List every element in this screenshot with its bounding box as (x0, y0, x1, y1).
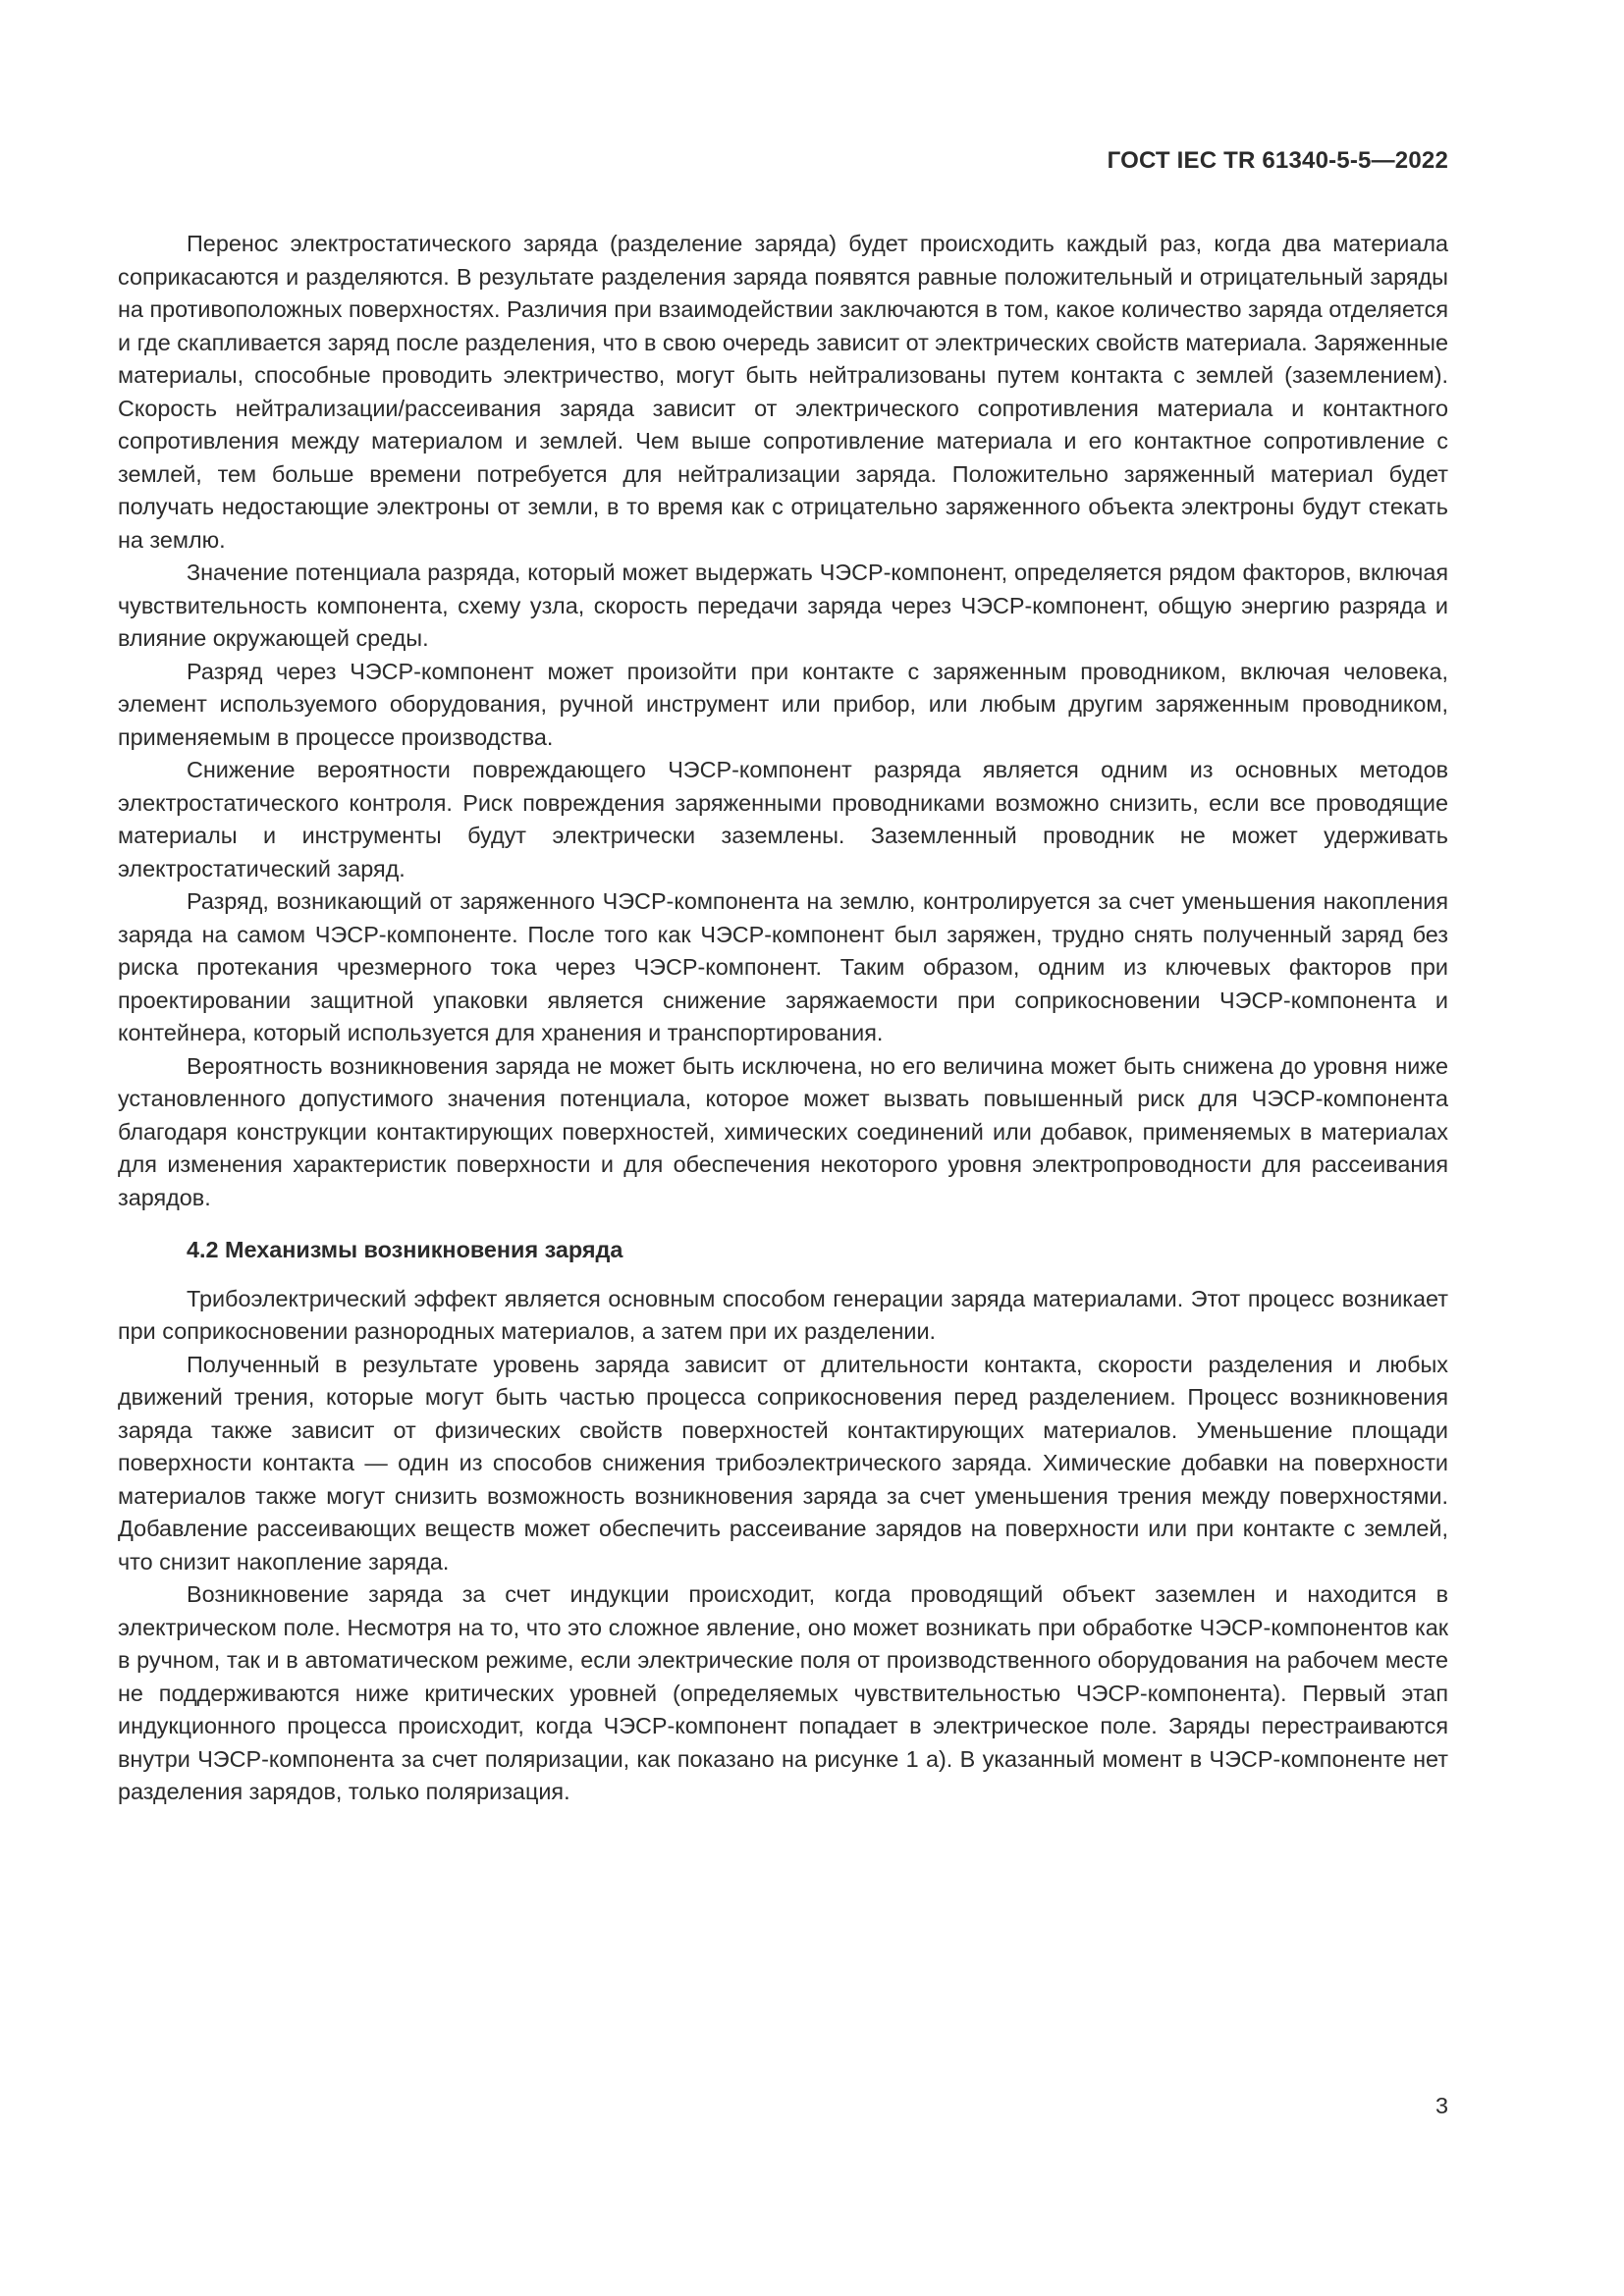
section-heading: 4.2 Механизмы возникновения заряда (187, 1237, 623, 1262)
paragraph: Вероятность возникновения заряда не может быть исключена, но его величина может быть снижена до уровня ниже установленного допустимого значения потенциала, которое может вызвать повышенный риск для ЧЭСР-компонента благодаря конструкции контактирующих поверхностей, химических соединений или добавок, применяемых в материалах для изменения характеристик поверхности и для обеспечения некоторого уровня электропроводности для рассеивания зарядов. (118, 1052, 1448, 1210)
document-body (118, 228, 1448, 1809)
page-number: 3 (1435, 2093, 1448, 2118)
paragraph: Разряд, возникающий от заряженного ЧЭСР-компонента на землю, контролируется за счет уменьшения накопления заряда на самом ЧЭСР-компоненте. После того как ЧЭСР-компонент был заряжен, трудно снять полученный заряд без риска протекания чрезмерного тока через ЧЭСР-компонент. Таким образом, одним из ключевых факторов при проектировании защитной упаковки является снижение заряжаемости при соприкосновении ЧЭСР-компонента и контейнера, который используется для хранения и транспортирования. (118, 888, 1448, 1045)
standard-code: ГОСТ IEC TR 61340-5-5—2022 (1107, 147, 1448, 174)
paragraph: Разряд через ЧЭСР-компонент может произойти при контакте с заряженным проводником, включая человека, элемент используемого оборудования, ручной инструмент или прибор, или любым другим заряженным проводником, применяемым в процессе производства. (118, 658, 1448, 750)
paragraph: Значение потенциала разряда, который может выдержать ЧЭСР-компонент, определяется рядом факторов, включая чувствительность компонента, схему узла, скорость передачи заряда через ЧЭСР-компонент, общую энергию разряда и влияние окружающей среды. (118, 560, 1448, 651)
paragraph: Полученный в результате уровень заряда зависит от длительности контакта, скорости разделения и любых движений трения, которые могут быть частью процесса соприкосновения перед разделением. Процесс возникновения заряда также зависит от физических свойств поверхностей контактирующих материалов. Уменьшение площади поверхности контакта — один из способов снижения трибоэлектрического заряда. Химические добавки на поверхности материалов также могут снизить возможность возникновения заряда за счет уменьшения трения между поверхностями. Добавление рассеивающих веществ может обеспечить рассеивание зарядов на поверхности или при контакте с землей, что снизит накопление заряда. (118, 1351, 1448, 1575)
paragraph: Перенос электростатического заряда (разделение заряда) будет происходить каждый раз, когда два материала соприкасаются и разделяются. В результате разделения заряда появятся равные положительный и отрицательный заряды на противоположных поверхностях. Различия при взаимодействии заключаются в том, какое количество заряда отделяется и где скапливается заряд после разделения, что в свою очередь зависит от электрических свойств материала. Заряженные материалы, способные проводить электричество, могут быть нейтрализованы путем контакта с землей (заземлением). Скорость нейтрализации/рассеивания заряда зависит от электрического сопротивления материала и контактного сопротивления между материалом и землей. Чем выше сопротивление материала и его контактное сопротивление с землей, тем больше времени потребуется для нейтрализации заряда. Положительно заряженный материал будет получать недостающие электроны от земли, в то время как с отрицательно заряженного объекта электроны будут стекать на землю. (118, 231, 1448, 553)
document-header (118, 147, 1448, 175)
paragraph: Снижение вероятности повреждающего ЧЭСР-компонент разряда является одним из основных методов электростатического контроля. Риск повреждения заряженными проводниками возможно снизить, если все проводящие материалы и инструменты будут электрически заземлены. Заземленный проводник не может удерживать электростатический заряд. (118, 757, 1448, 881)
paragraph: Трибоэлектрический эффект является основным способом генерации заряда материалами. Этот процесс возникает при соприкосновении разнородных материалов, а затем при их разделении. (118, 1285, 1448, 1344)
paragraph: Возникновение заряда за счет индукции происходит, когда проводящий объект заземлен и находится в электрическом поле. Несмотря на то, что это сложное явление, оно может возникать при обработке ЧЭСР-компонентов как в ручном, так и в автоматическом режиме, если электрические поля от производственного оборудования на рабочем месте не поддерживаются ниже критических уровней (определяемых чувствительностью ЧЭСР-компонента). Первый этап индукционного процесса происходит, когда ЧЭСР-компонент попадает в электрическое поле. Заряды перестраиваются внутри ЧЭСР-компонента за счет поляризации, как показано на рисунке 1 а). В указанный момент в ЧЭСР-компоненте нет разделения зарядов, только поляризация. (118, 1581, 1448, 1804)
